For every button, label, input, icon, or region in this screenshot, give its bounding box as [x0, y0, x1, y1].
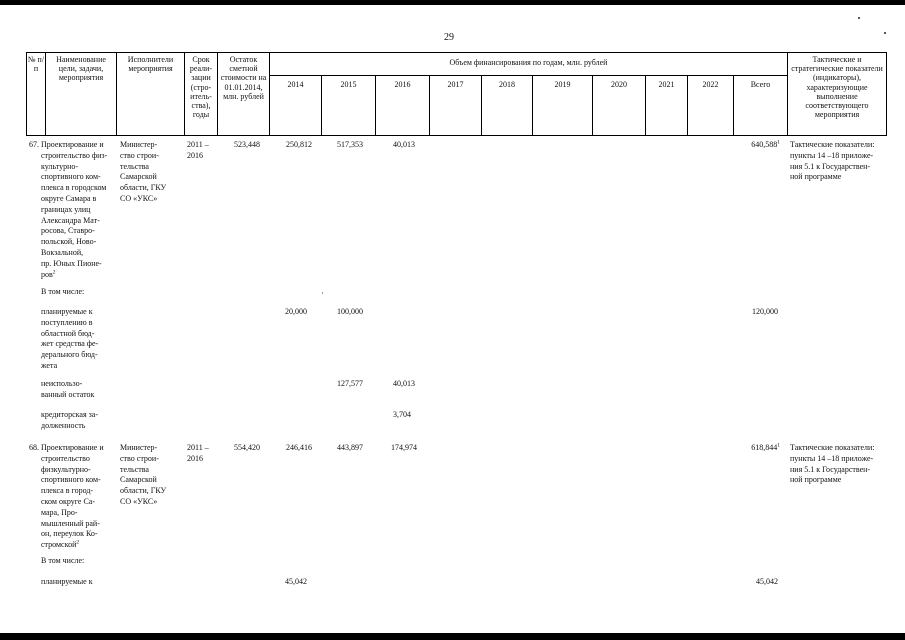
header-remaining-cost: Остаток сметной стоимости на 01.01.2014, млн. рублей: [220, 55, 267, 101]
executor-line: тельства: [120, 161, 149, 171]
indicator-line: ния 5.1 к Государствен-: [790, 464, 871, 474]
label-line: жета: [41, 360, 58, 370]
indicator-line: ния 5.1 к Государствен-: [790, 161, 871, 171]
top-scan-border: [0, 0, 905, 5]
row-name: [41, 443, 104, 551]
indicator-line: Тактические показатели:: [790, 443, 875, 452]
scan-speck: [884, 32, 886, 34]
name-line: [41, 270, 107, 281]
name-line: строительство физ-: [41, 150, 108, 160]
indicator-line: пункты 14 –18 приложе-: [790, 150, 874, 160]
executor-line: области, ГКУ: [120, 486, 167, 496]
row-label: [41, 307, 98, 372]
executor-line: ство строи-: [120, 150, 159, 160]
label-line: планируемые к: [41, 577, 93, 586]
indicator-line: ной программе: [790, 172, 842, 182]
value-2016: 174,974: [391, 443, 417, 452]
header-funding-volume: Объем финансирования по годам, млн. рублей: [449, 58, 608, 67]
label-line: поступлению в: [41, 317, 93, 327]
label-line: ванный остаток: [41, 389, 95, 399]
name-line: ском округе Са-: [41, 496, 95, 506]
name-line: мышленный рай-: [41, 518, 100, 528]
row-num: 67.: [29, 140, 39, 149]
value-2015: 517,353: [337, 140, 363, 149]
including-label: В том числе:: [41, 287, 85, 296]
executor-line: тельства: [120, 464, 149, 474]
value-2015: 127,577: [337, 379, 363, 388]
row-name: [41, 140, 107, 280]
year-2016: 2016: [394, 80, 411, 89]
value-2015: 100,000: [337, 307, 363, 316]
year-total: Всего: [750, 80, 771, 89]
footnote-mark: 1: [777, 139, 780, 146]
row-label: [41, 379, 94, 401]
executor-line: Министер-: [120, 443, 158, 452]
value-2016: 3,704: [393, 410, 411, 419]
indicator-line: пункты 14 –18 приложе-: [790, 453, 874, 463]
year-2021: 2021: [658, 80, 675, 89]
year-2014: 2014: [287, 80, 304, 89]
term-line: 2011 –: [187, 443, 209, 452]
name-line: границах улиц: [41, 204, 91, 214]
name-line: культурно-: [41, 161, 79, 171]
label-line: кредиторская за-: [41, 410, 98, 419]
name-line: пр. Юных Пионе-: [41, 258, 102, 268]
executor-line: Самарской: [120, 475, 157, 485]
year-2017: 2017: [447, 80, 464, 89]
value-2014: 45,042: [285, 577, 307, 586]
executor-line: ство строи-: [120, 453, 159, 463]
year-2020: 2020: [611, 80, 627, 89]
name-line: округе Самара в: [41, 193, 97, 203]
name-line: Проектирование и: [41, 443, 104, 452]
name-line: Проектирование и: [41, 140, 104, 149]
name-line-text: стромской: [41, 540, 77, 550]
name-line: Вокзальной,: [41, 247, 84, 257]
row-indicators: [790, 443, 874, 486]
header-term: Срок реали-зации (стро-итель-ства), годы: [189, 55, 213, 120]
name-line: спортивного ком-: [41, 172, 101, 182]
value-2014: 246,416: [286, 443, 312, 452]
page-number: 29: [444, 32, 454, 43]
bottom-scan-border: [0, 633, 905, 640]
executor-line: области, ГКУ: [120, 183, 167, 193]
footnote-mark: 1: [777, 442, 780, 449]
label-line: долженность: [41, 420, 86, 430]
name-line: он, переулок Ко-: [41, 529, 98, 539]
total-text: 640,588: [751, 140, 778, 149]
year-2022: 2022: [702, 80, 719, 89]
row-remaining: 523,448: [234, 140, 260, 149]
year-2019: 2019: [554, 80, 571, 89]
term-line: 2016: [187, 150, 203, 160]
name-line: росова, Ставро-: [41, 226, 95, 236]
value-total: 120,000: [752, 307, 778, 316]
including-label: В том числе:: [41, 556, 85, 565]
indicator-line: ной программе: [790, 475, 842, 485]
value-total: [734, 140, 780, 151]
header-name: Наименование цели, задачи, мероприятия: [56, 55, 106, 83]
value-2016: 40,013: [393, 140, 415, 149]
name-line: спортивного ком-: [41, 475, 101, 485]
total-text: 618,844: [751, 443, 778, 452]
name-line: [41, 540, 104, 551]
name-line: физкультурно-: [41, 464, 91, 474]
label-line: планируемые к: [41, 307, 93, 316]
year-2015: 2015: [340, 80, 357, 89]
label-line: дерального бюд-: [41, 350, 98, 360]
executor-line: Министер-: [120, 140, 158, 149]
header-executors: Исполнители мероприятия: [127, 55, 174, 74]
value-total: [734, 443, 780, 454]
value-2014: 20,000: [285, 307, 307, 316]
value-2016: 40,013: [393, 379, 415, 388]
name-line: польской, Ново-: [41, 237, 97, 247]
footnote-mark: 2: [52, 268, 56, 275]
row-executor: [120, 443, 166, 508]
row-label: [41, 577, 93, 588]
executor-line: СО «УКС»: [120, 193, 158, 203]
footnote-mark: 2: [76, 539, 80, 546]
scan-mark: [322, 292, 323, 294]
term-line: 2011 –: [187, 140, 209, 149]
executor-line: Самарской: [120, 172, 157, 182]
scan-speck: [858, 17, 860, 19]
row-term: [187, 443, 209, 465]
name-line: плекса в город-: [41, 486, 94, 496]
indicator-line: Тактические показатели:: [790, 140, 875, 149]
value-2015: 443,897: [337, 443, 363, 452]
executor-line: СО «УКС»: [120, 496, 158, 506]
year-2018: 2018: [499, 80, 515, 89]
row-indicators: [790, 140, 874, 183]
term-line: 2016: [187, 453, 203, 463]
name-line: плекса в городском: [41, 183, 107, 193]
value-2014: 250,812: [286, 140, 312, 149]
row-label: [41, 410, 98, 432]
header-num: № п/п: [27, 55, 45, 74]
name-line: мара, Про-: [41, 507, 78, 517]
label-line: неиспользо-: [41, 379, 83, 388]
name-line-text: ров: [41, 269, 53, 279]
row-remaining: 554,420: [234, 443, 260, 452]
name-line: Александра Мат-: [41, 215, 100, 225]
value-total: 45,042: [756, 577, 778, 586]
name-line: строительство: [41, 453, 90, 463]
header-indicators: Тактические и стратегические показатели (индикаторы), характеризующие выполнение соответствующего мероприятия: [791, 55, 883, 120]
row-term: [187, 140, 209, 162]
label-line: жет средства фе-: [41, 339, 99, 349]
row-executor: [120, 140, 166, 205]
row-num: 68.: [29, 443, 39, 452]
label-line: областной бюд-: [41, 328, 95, 338]
